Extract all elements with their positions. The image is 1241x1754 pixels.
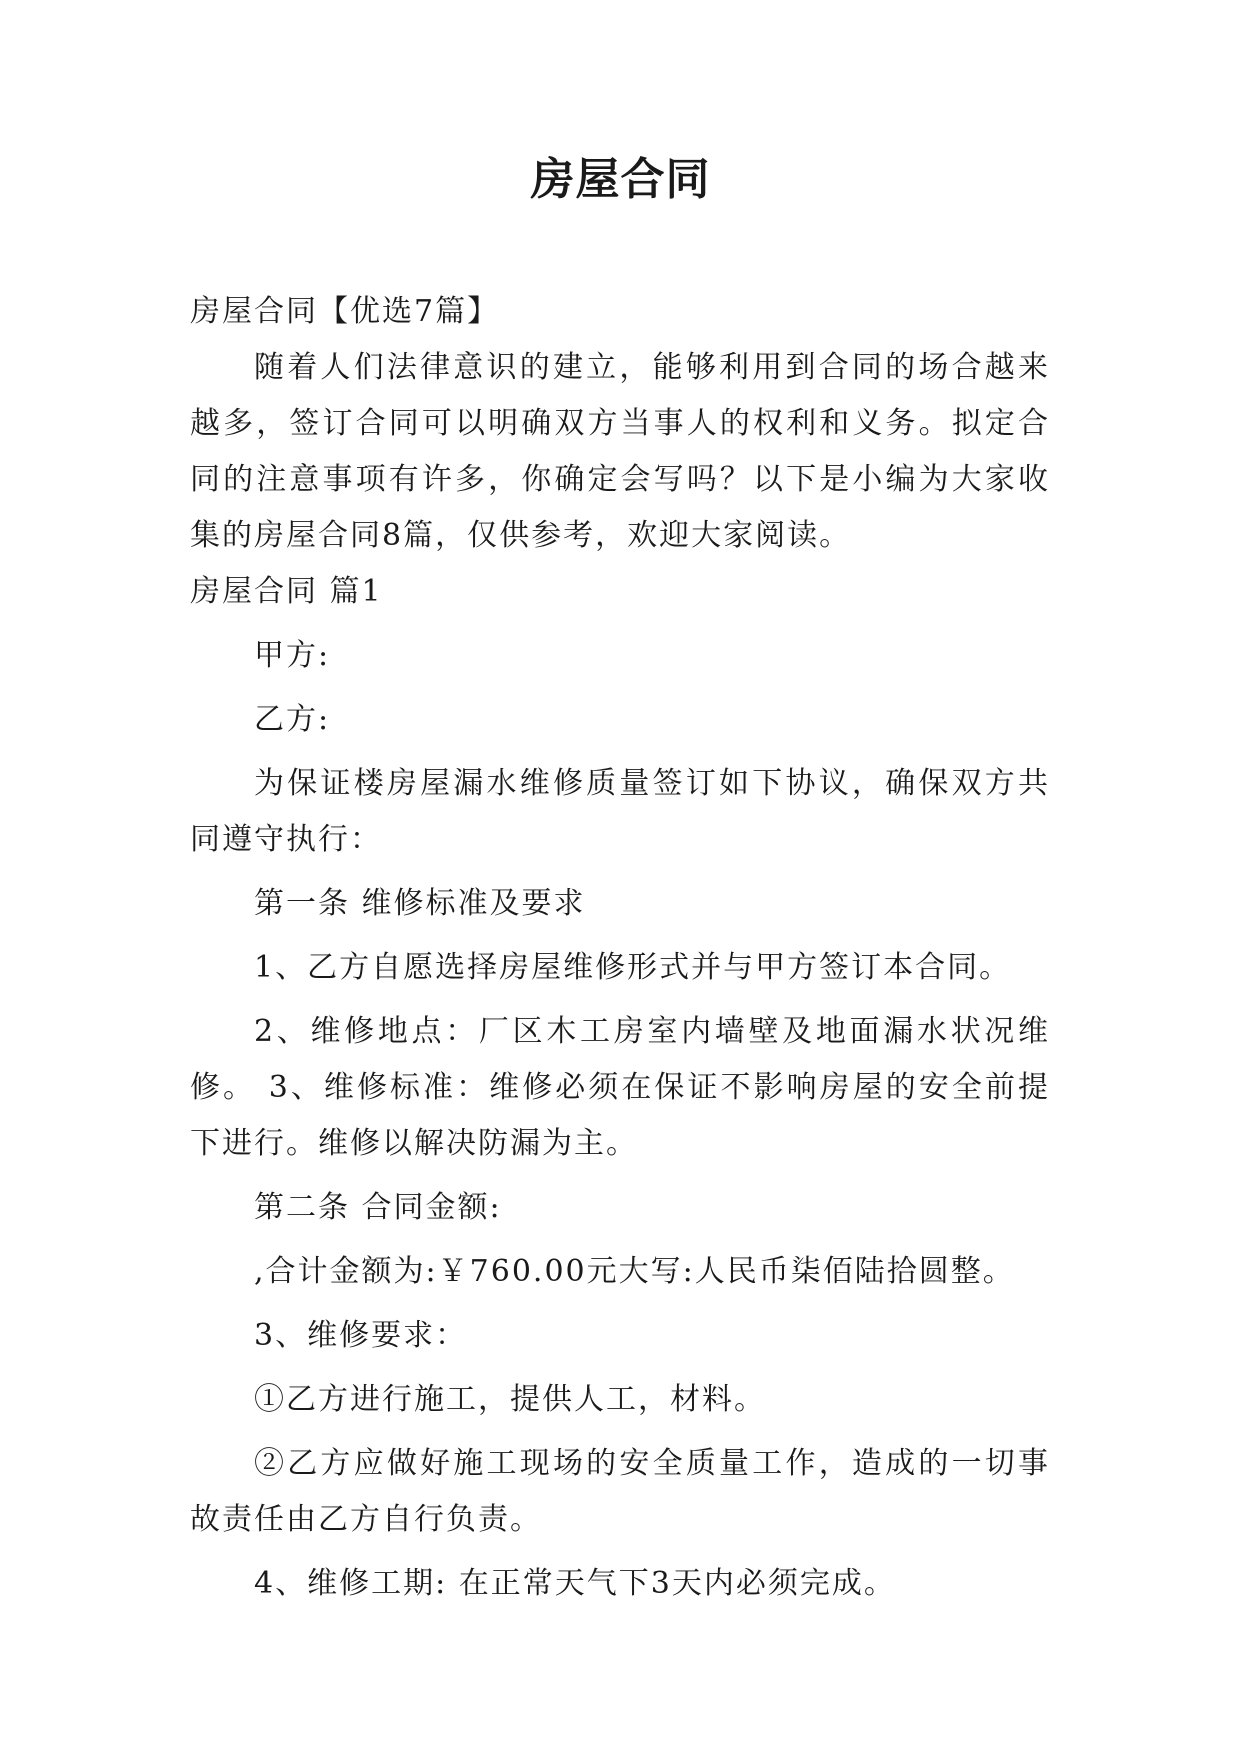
intro-paragraph: 随着人们法律意识的建立，能够利用到合同的场合越来越多，签订合同可以明确双方当事人的权利和义务。拟定合同的注意事项有许多，你确定会写吗？以下是小编为大家收集的房屋合同8篇，仅供参考，欢迎大家阅读。 (190, 350, 1050, 553)
requirement-1: ①乙方进行施工，提供人工，材料。 (254, 1382, 766, 1417)
doc-subtitle: 房屋合同【优选7篇】 (190, 294, 500, 329)
amount-line: ,合计金额为:￥760.00元大写:人民币柒佰陆拾圆整。 (254, 1254, 1015, 1289)
article-1-heading: 第一条 维修标准及要求 (254, 886, 586, 921)
agreement-paragraph: 为保证楼房屋漏水维修质量签订如下协议，确保双方共同遵守执行： (190, 766, 1050, 857)
document-body (190, 284, 1050, 1612)
party-b-line: 乙方: (254, 702, 331, 737)
clause-2-3: 2、维修地点：厂区木工房室内墙壁及地面漏水状况维修。 3、维修标准：维修必须在保证不影响房屋的安全前提下进行。维修以解决防漏为主。 (190, 1014, 1050, 1161)
requirement-heading: 3、维修要求： (254, 1318, 468, 1353)
article-2-heading: 第二条 合同金额: (254, 1190, 502, 1225)
schedule-line: 4、维修工期: 在正常天气下3天内必须完成。 (254, 1566, 896, 1601)
requirement-2: ②乙方应做好施工现场的安全质量工作，造成的一切事故责任由乙方自行负责。 (190, 1446, 1050, 1537)
document-title: 房屋合同 (530, 154, 711, 205)
section-heading: 房屋合同 篇1 (190, 574, 383, 609)
clause-1: 1、乙方自愿选择房屋维修形式并与甲方签订本合同。 (254, 950, 1012, 985)
party-a-line: 甲方: (254, 638, 331, 673)
